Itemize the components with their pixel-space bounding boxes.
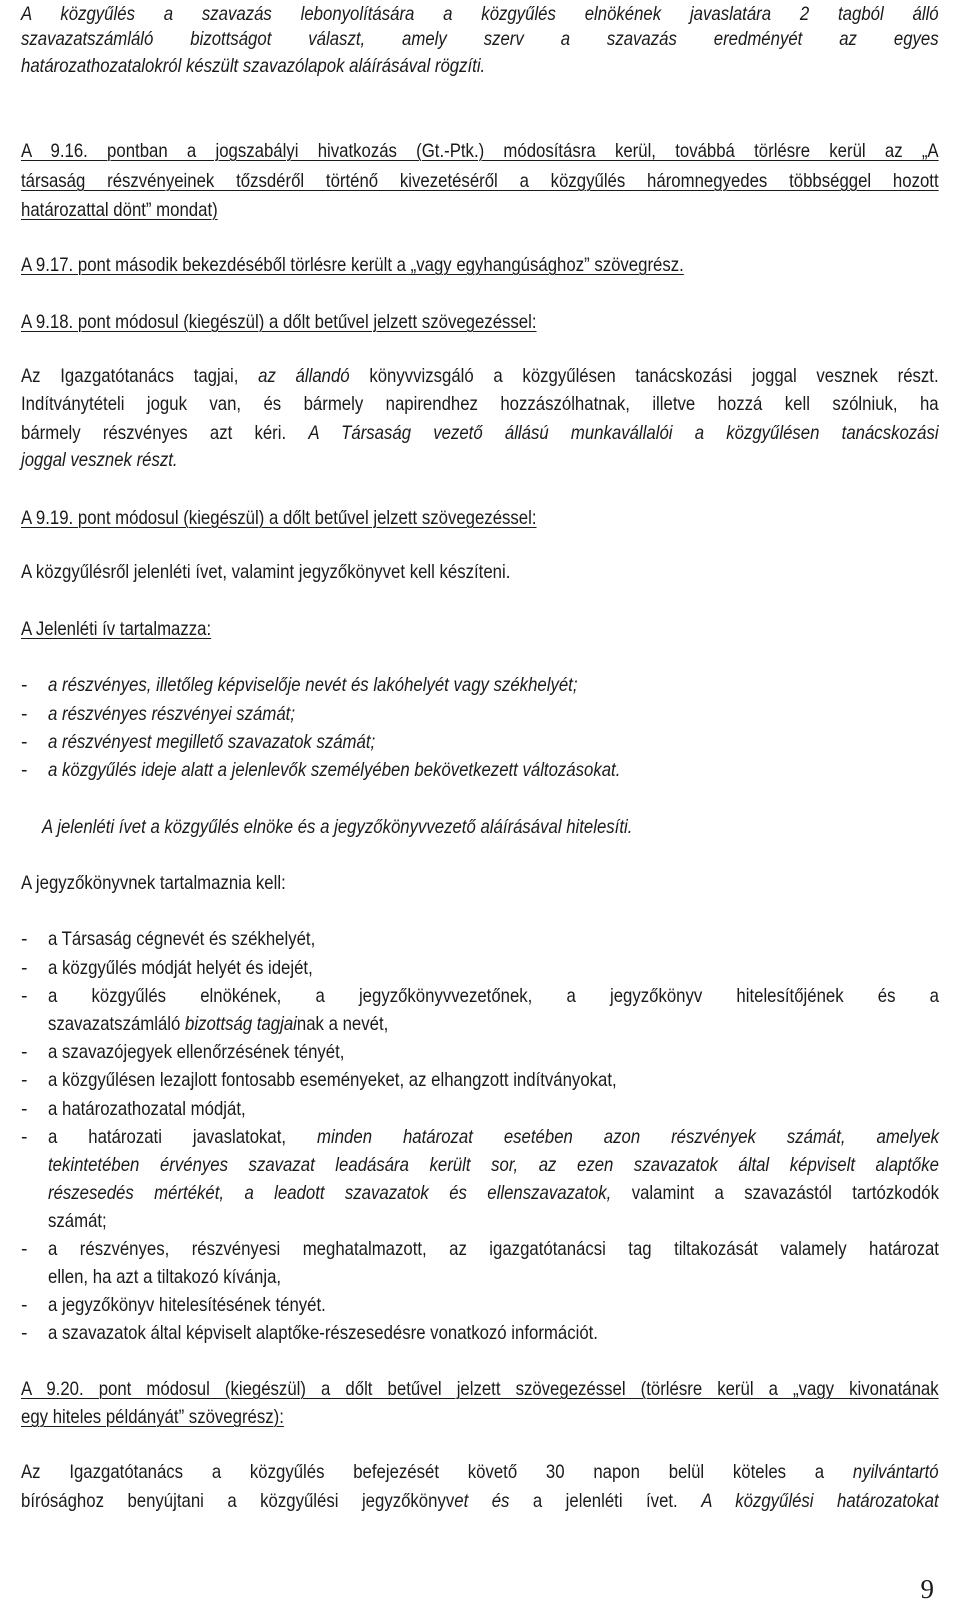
list-2-item-7-line-3 [48,1181,939,1205]
para-5-line-1-a: Az Igazgatótanács tagjai, [21,365,259,387]
para-2-line-3-text: határozattal dönt” mondat) [21,199,218,221]
page-number: 9 [920,1574,934,1604]
minutes-heading-text: A jegyzőkönyvnek tartalmaznia kell: [21,872,286,894]
list-2-item-7-line-3-b: valamint a szavazástól tartózkodók [611,1182,939,1204]
para-2-line-3 [21,198,810,222]
list-2-dash-8: - [21,1238,28,1260]
list-1-dash-1: - [21,674,28,696]
list-2-item-3-line-1 [48,984,939,1008]
section-9-20-heading-line-2 [21,1405,810,1429]
para-5-line-2 [21,392,939,416]
para-5-line-2-text: Indítványtételi joguk van, és bármely napirendhez hozzászólhatnak, illetve hozzá kell szólniuk, ha [21,393,939,415]
list-2-item-8-line-1 [48,1237,939,1261]
para-2-line-1-text: A 9.16. pontban a jogszabályi hivatkozás (Gt.-Ptk.) módosításra kerül, továbbá törlésre kerül az „A [21,140,939,162]
list-2-item-7-line-3-a: részesedés mértékét, a leadott szavazatok és ellenszavazatok, [48,1182,612,1204]
para-12-line-2-b: et és [454,1490,510,1512]
para-2-line-2 [21,169,939,193]
list-2-dash-5: - [21,1069,28,1091]
list-2-item-4 [48,1040,814,1064]
list-1-item-2 [48,702,814,726]
list-2-item-4-text: a szavazójegyek ellenőrzésének tényét, [48,1041,345,1063]
list-2-item-8-line-2 [48,1265,814,1289]
list-1-item-4-text: a közgyűlés ideje alatt a jelenlevők személyében bekövetkezett változásokat. [48,759,621,781]
list-2-item-2-text: a közgyűlés módját helyét és idejét, [48,957,313,979]
list-1-item-4 [48,758,814,782]
para-9 [42,815,831,839]
list-2-dash-7: - [21,1126,28,1148]
list-2-dash-6: - [21,1098,28,1120]
list-1-item-3 [48,730,814,754]
list-2-item-3-line-1-text: a közgyűlés elnökének, a jegyzőkönyvvezetőnek, a jegyzőkönyv hitelesítőjének és a [48,985,939,1007]
list-2-dash-2: - [21,957,28,979]
para-3-text: A 9.17. pont második bekezdéséből törlésre került a „vagy egyhangúsághoz” szövegrész. [21,254,684,276]
para-5-line-4 [21,448,810,472]
para-12-line-1 [21,1460,939,1484]
para-2-line-1 [21,139,939,163]
attendance-sheet-heading [21,617,810,641]
section-9-20-heading-line-1-text: A 9.20. pont módosul (kiegészül) a dőlt betűvel jelzett szövegezéssel (törlésre kerül a „vagy kivonatának [21,1378,939,1400]
para-12-line-2-a: bírósághoz benyújtani a közgyűlési jegyzőkönyv [21,1490,455,1512]
list-1-dash-2: - [21,703,28,725]
list-2-item-3-line-2 [48,1012,814,1036]
minutes-heading [21,871,810,895]
para-1-line-3-text: határozathozatalokról készült szavazólapok aláírásával rögzíti. [21,55,486,77]
list-2-dash-9: - [21,1294,28,1316]
para-1-line-1-text: A közgyűlés a szavazás lebonyolítására a közgyűlés elnökének javaslatára 2 tagból álló [21,3,939,25]
list-2-item-7-line-1-b: minden határozat esetében azon részvények számát, amelyek [317,1126,939,1148]
list-2-item-9-text: a jegyzőkönyv hitelesítésének tényét. [48,1294,326,1316]
para-12-line-2-d: A közgyűlési határozatokat [701,1490,939,1512]
list-2-item-10-text: a szavazatok által képviselt alaptőke-részesedésre vonatkozó információt. [48,1322,598,1344]
para-12-line-2-c: a jelenléti ívet. [509,1490,702,1512]
para-5-line-1-b: az állandó [258,365,350,387]
list-2-item-3-line-2-b: bizottság tagjai [185,1013,297,1035]
list-2-item-1 [48,927,814,951]
list-2-item-7-line-1 [48,1125,939,1149]
list-2-dash-3: - [21,985,28,1007]
para-3 [21,253,810,277]
list-1-item-2-text: a részvényes részvényei számát; [48,703,295,725]
section-9-20-heading-line-2-text: egy hiteles példányát” szövegrész): [21,1406,284,1428]
para-12-line-1-b: nyilvántartó [852,1461,939,1483]
list-2-item-8-line-2-text: ellen, ha azt a tiltakozó kívánja, [48,1266,282,1288]
section-9-19-heading-text: A 9.19. pont módosul (kiegészül) a dőlt betűvel jelzett szövegezéssel: [21,507,537,529]
section-9-20-heading-line-1 [21,1377,939,1401]
section-9-18-heading [21,310,810,334]
para-12-line-2 [21,1489,939,1513]
para-5-line-4-text: joggal vesznek részt. [21,449,178,471]
list-2-item-6 [48,1097,814,1121]
para-5-line-3-b: A Társaság vezető állású munkavállalói a közgyűlésen tanácskozási [308,422,939,444]
para-2-line-2-text: társaság részvényeinek tőzsdéről történő kivezetéséről a közgyűlés háromnegyedes többséggel hozott [21,170,939,192]
list-2-item-3-line-2-c: nak a nevét, [296,1013,389,1035]
list-2-item-5-text: a közgyűlésen lezajlott fontosabb eseményeket, az elhangzott indítványokat, [48,1069,617,1091]
list-2-item-5 [48,1068,814,1092]
para-12-line-1-a: Az Igazgatótanács a közgyűlés befejezését követő 30 napon belül köteles a [21,1461,853,1483]
para-5-line-3 [21,421,939,445]
para-1-line-3 [21,54,810,78]
para-1-line-2 [21,27,939,51]
list-2-item-2 [48,956,814,980]
list-1-item-1-text: a részvényes, illetőleg képviselője nevét és lakóhelyét vagy székhelyét; [48,674,578,696]
para-7-text: A közgyűlésről jelenléti ívet, valamint jegyzőkönyvet kell készíteni. [21,561,511,583]
list-2-item-10 [48,1321,814,1345]
list-2-item-1-text: a Társaság cégnevét és székhelyét, [48,928,316,950]
para-1-line-2-text: szavazatszámláló bizottságot választ, amely szerv a szavazás eredményét az egyes [21,28,939,50]
section-9-19-heading [21,506,810,530]
list-2-item-7-line-2 [48,1153,939,1177]
list-2-item-7-line-4-text: számát; [48,1210,107,1232]
list-2-item-7-line-4 [48,1209,814,1233]
para-9-text: A jelenléti ívet a közgyűlés elnöke és a jegyzőkönyvvezető aláírásával hitelesíti. [42,816,633,838]
list-1-item-1 [48,673,814,697]
para-5-line-1 [21,364,939,388]
list-2-item-7-line-2-text: tekintetében érvényes szavazat leadására került sor, az ezen szavazatok által képviselt alaptőke [48,1154,939,1176]
para-7 [21,560,810,584]
list-2-item-7-line-1-a: a határozati javaslatokat, [48,1126,318,1148]
list-1-item-3-text: a részvényest megillető szavazatok számát; [48,731,376,753]
attendance-sheet-heading-text: A Jelenléti ív tartalmazza: [21,618,212,640]
section-9-18-heading-text: A 9.18. pont módosul (kiegészül) a dőlt betűvel jelzett szövegezéssel: [21,311,537,333]
list-1-dash-4: - [21,759,28,781]
list-1-dash-3: - [21,731,28,753]
list-2-item-3-line-2-a: szavazatszámláló [48,1013,186,1035]
para-1-line-1 [21,2,939,26]
para-5-line-3-a: bármely részvényes azt kéri. [21,422,309,444]
list-2-dash-1: - [21,928,28,950]
list-2-item-8-line-1-text: a részvényes, részvényesi meghatalmazott, az igazgatótanácsi tag tiltakozását valamely határozat [48,1238,939,1260]
list-2-item-9 [48,1293,814,1317]
list-2-dash-10: - [21,1322,28,1344]
para-5-line-1-c: könyvvizsgáló a közgyűlésen tanácskozási joggal vesznek részt. [349,365,939,387]
list-2-item-6-text: a határozathozatal módját, [48,1098,246,1120]
list-2-dash-4: - [21,1041,28,1063]
